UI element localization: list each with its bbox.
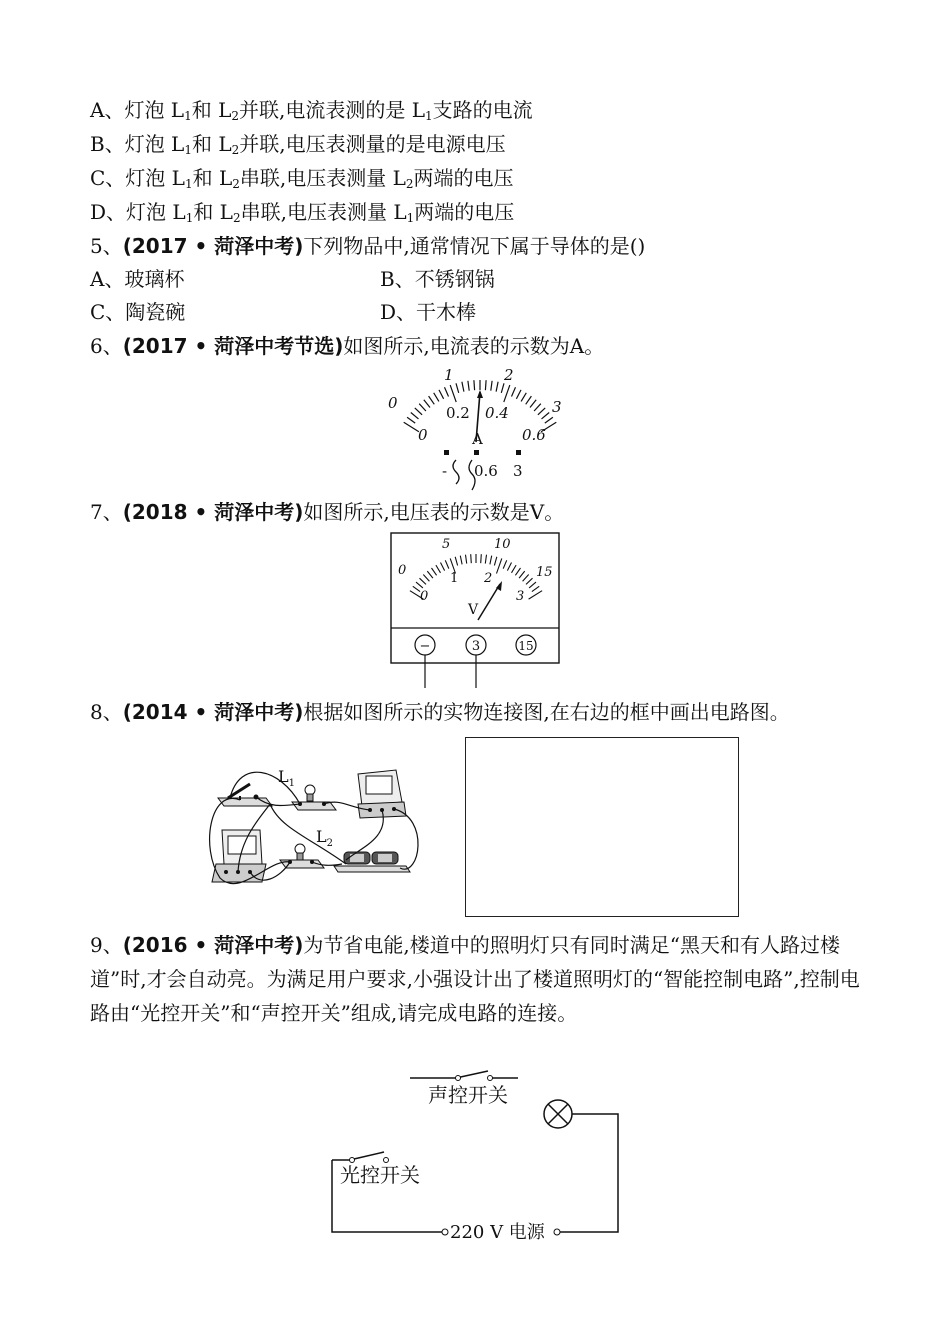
ammeter-terminal-3-mark (516, 450, 521, 455)
q7-source: (2018 • 菏泽中考) (122, 500, 304, 524)
scale-tick (542, 413, 550, 419)
ammeter-wire-neg (453, 460, 459, 484)
scale-tick (516, 390, 521, 399)
ammeter-needle-tip (477, 390, 483, 398)
q4-d-text-2: 和 L (193, 200, 233, 224)
q7-number: 7、 (90, 500, 123, 524)
voltmeter-terminal-neg: − (419, 639, 431, 654)
scale-tick (424, 400, 430, 408)
q9-text: 为节省电能,楼道中的照明灯只有同时满足“黑天和有人路过楼道”时,才会自动亮。为满足用户要求,小强设计出了楼道照明灯的“智能控制电路”,控制电路由“光控开关”和“声控开关”组成,请完成电路的连接。 (90, 933, 860, 1025)
voltmeter-upper-label-2: 10 (494, 537, 511, 552)
q4-d-text-4: 两端的电压 (414, 200, 515, 224)
knife-switch (218, 784, 272, 806)
power-source-label: 220 V 电源 (450, 1222, 545, 1243)
q5-option-b: B、不锈钢锅 (380, 267, 495, 291)
q4-b-text-2: 和 L (191, 132, 232, 156)
scale-tick (485, 380, 486, 390)
voltmeter-terminal-15: 15 (518, 639, 534, 653)
q4-d-sub-2: 2 (232, 211, 241, 225)
scale-tick (407, 417, 415, 423)
q5-option-c: C、陶瓷碗 (90, 300, 186, 324)
ammeter-unit-label: A (472, 430, 483, 448)
scale-tick (521, 393, 526, 402)
q4-c-text-4: 两端的电压 (413, 166, 514, 190)
ammeter-lower-label-3: 0.6 (522, 426, 546, 444)
ammeter-lower-label-2: 0.4 (485, 404, 509, 422)
q7-text: 如图所示,电压表的示数是V。 (303, 500, 565, 524)
voltmeter-lower-label-0: 0 (420, 589, 429, 604)
lamp-l1 (292, 785, 336, 810)
scale-tick (415, 408, 422, 415)
scale-tick (411, 413, 419, 419)
q4-b-text-1: B、灯泡 L (90, 132, 185, 156)
sound-switch (410, 1071, 518, 1081)
q8-source: (2014 • 菏泽中考) (122, 700, 304, 724)
q7-stem (90, 498, 564, 526)
q5-text: 下列物品中,通常情况下属于导体的是() (303, 234, 646, 258)
q9-stem (90, 928, 860, 1030)
scale-tick (474, 380, 475, 390)
ammeter-terminal-06-mark (474, 450, 479, 455)
scale-tick (530, 400, 536, 408)
scale-tick (545, 417, 553, 423)
q4-d-text-3: 串联,电压表测量 L (240, 200, 407, 224)
q4-option-a (90, 96, 533, 130)
q4-a-text-2: 和 L (191, 98, 232, 122)
q9-source: (2016 • 菏泽中考) (122, 933, 304, 957)
lamp-symbol (544, 1100, 572, 1128)
q4-b-sub-2: 2 (231, 143, 240, 157)
scale-tick (450, 385, 456, 402)
scale-tick (439, 390, 444, 399)
q4-a-text-4: 支路的电流 (432, 98, 533, 122)
scale-tick (496, 382, 498, 392)
q8-number: 8、 (90, 700, 123, 724)
ammeter-lower-label-1: 0.2 (446, 404, 470, 422)
voltmeter-upper-label-0: 0 (398, 563, 407, 578)
voltmeter-lower-label-1: 1 (450, 571, 459, 586)
ammeter-upper-label-1: 1 (444, 366, 454, 384)
q4-b-sub-1: 1 (184, 143, 192, 157)
voltmeter-upper-label-3: 15 (536, 565, 553, 580)
q6-text: 如图所示,电流表的示数为A。 (343, 334, 605, 358)
q6-source: (2017 • 菏泽中考节选) (122, 334, 344, 358)
ammeter-terminal-neg-mark (444, 450, 449, 455)
q4-a-text-3: 并联,电流表测的是 L (239, 98, 426, 122)
ammeter-upper-label-0: 0 (388, 394, 398, 412)
voltmeter-lower-label-3: 3 (516, 589, 525, 604)
q4-d-sub-3: 1 (406, 211, 415, 225)
answer-drawing-box[interactable] (465, 737, 739, 917)
q8-stem (90, 698, 790, 726)
q5-number: 5、 (90, 234, 123, 258)
scale-tick (462, 382, 464, 392)
power-terminal-right (554, 1229, 560, 1235)
sound-switch-label: 声控开关 (428, 1083, 508, 1107)
q9-circuit-figure (320, 1068, 630, 1248)
scale-tick (468, 381, 469, 391)
voltmeter-lower-label-2: 2 (484, 571, 493, 586)
voltmeter-figure (390, 532, 562, 690)
scale-tick (456, 383, 459, 393)
q4-d-text-1: D、灯泡 L (90, 200, 186, 224)
q4-a-text-1: A、灯泡 L (90, 98, 185, 122)
scale-tick (526, 396, 532, 404)
scale-tick (501, 383, 504, 393)
q5-option-d: D、干木棒 (380, 300, 477, 324)
scale-tick (471, 554, 472, 563)
q5-source: (2017 • 菏泽中考) (122, 234, 304, 258)
battery-pack (334, 852, 410, 872)
light-switch-label: 光控开关 (340, 1163, 420, 1187)
scale-tick (434, 393, 439, 402)
scale-tick (429, 396, 435, 404)
ammeter-terminal-06: 0.6 (474, 462, 498, 480)
q6-number: 6、 (90, 334, 123, 358)
power-terminal-left (442, 1229, 448, 1235)
ammeter-upper-label-2: 2 (504, 366, 514, 384)
voltmeter-unit-label: V (468, 602, 479, 618)
q4-option-d (90, 198, 514, 232)
ammeter-figure (370, 360, 590, 492)
q4-b-text-3: 并联,电压表测量的是电源电压 (239, 132, 506, 156)
scale-tick (512, 387, 516, 396)
scale-tick (445, 387, 449, 396)
q4-c-text-3: 串联,电压表测量 L (239, 166, 406, 190)
scale-tick (491, 381, 492, 391)
ammeter-terminal-neg: - (442, 462, 448, 480)
ammeter-terminal-3: 3 (513, 462, 523, 480)
q4-c-sub-2: 2 (232, 177, 240, 191)
q5-stem (90, 232, 645, 260)
q6-stem (90, 332, 604, 360)
q5-option-a: A、玻璃杯 (90, 267, 185, 291)
q9-number: 9、 (90, 933, 123, 957)
scale-tick (481, 554, 482, 563)
scale-tick (538, 408, 545, 415)
q4-c-sub-1: 1 (184, 177, 193, 191)
q8-text: 根据如图所示的实物连接图,在右边的框中画出电路图。 (303, 700, 790, 724)
q4-a-sub-1: 1 (184, 109, 192, 123)
q5-options-row-2 (90, 298, 490, 326)
q4-c-text-1: C、灯泡 L (90, 166, 185, 190)
q4-c-sub-3: 2 (405, 177, 414, 191)
q4-d-sub-1: 1 (185, 211, 194, 225)
voltmeter-upper-label-1: 5 (442, 537, 451, 552)
q4-c-text-2: 和 L (192, 166, 233, 190)
scale-tick (534, 404, 541, 411)
q4-a-sub-3: 1 (425, 109, 433, 123)
scale-tick (504, 385, 510, 402)
q4-option-b (90, 130, 506, 164)
ammeter-scale-ticks (404, 380, 557, 432)
lamp-l2-label: $L_2$ (316, 827, 333, 849)
voltmeter-terminal-3: 3 (471, 639, 481, 654)
scale-tick (404, 422, 419, 432)
physical-circuit-figure (200, 748, 430, 898)
q4-option-c (90, 164, 514, 198)
light-switch (332, 1152, 389, 1163)
q4-a-sub-2: 2 (231, 109, 240, 123)
lamp-l1-label: $L_1$ (278, 767, 295, 789)
q5-options-row-1 (90, 265, 495, 293)
scale-tick (419, 404, 426, 411)
ammeter-lower-label-0: 0 (418, 426, 428, 444)
ammeter-upper-label-3: 3 (552, 398, 562, 416)
